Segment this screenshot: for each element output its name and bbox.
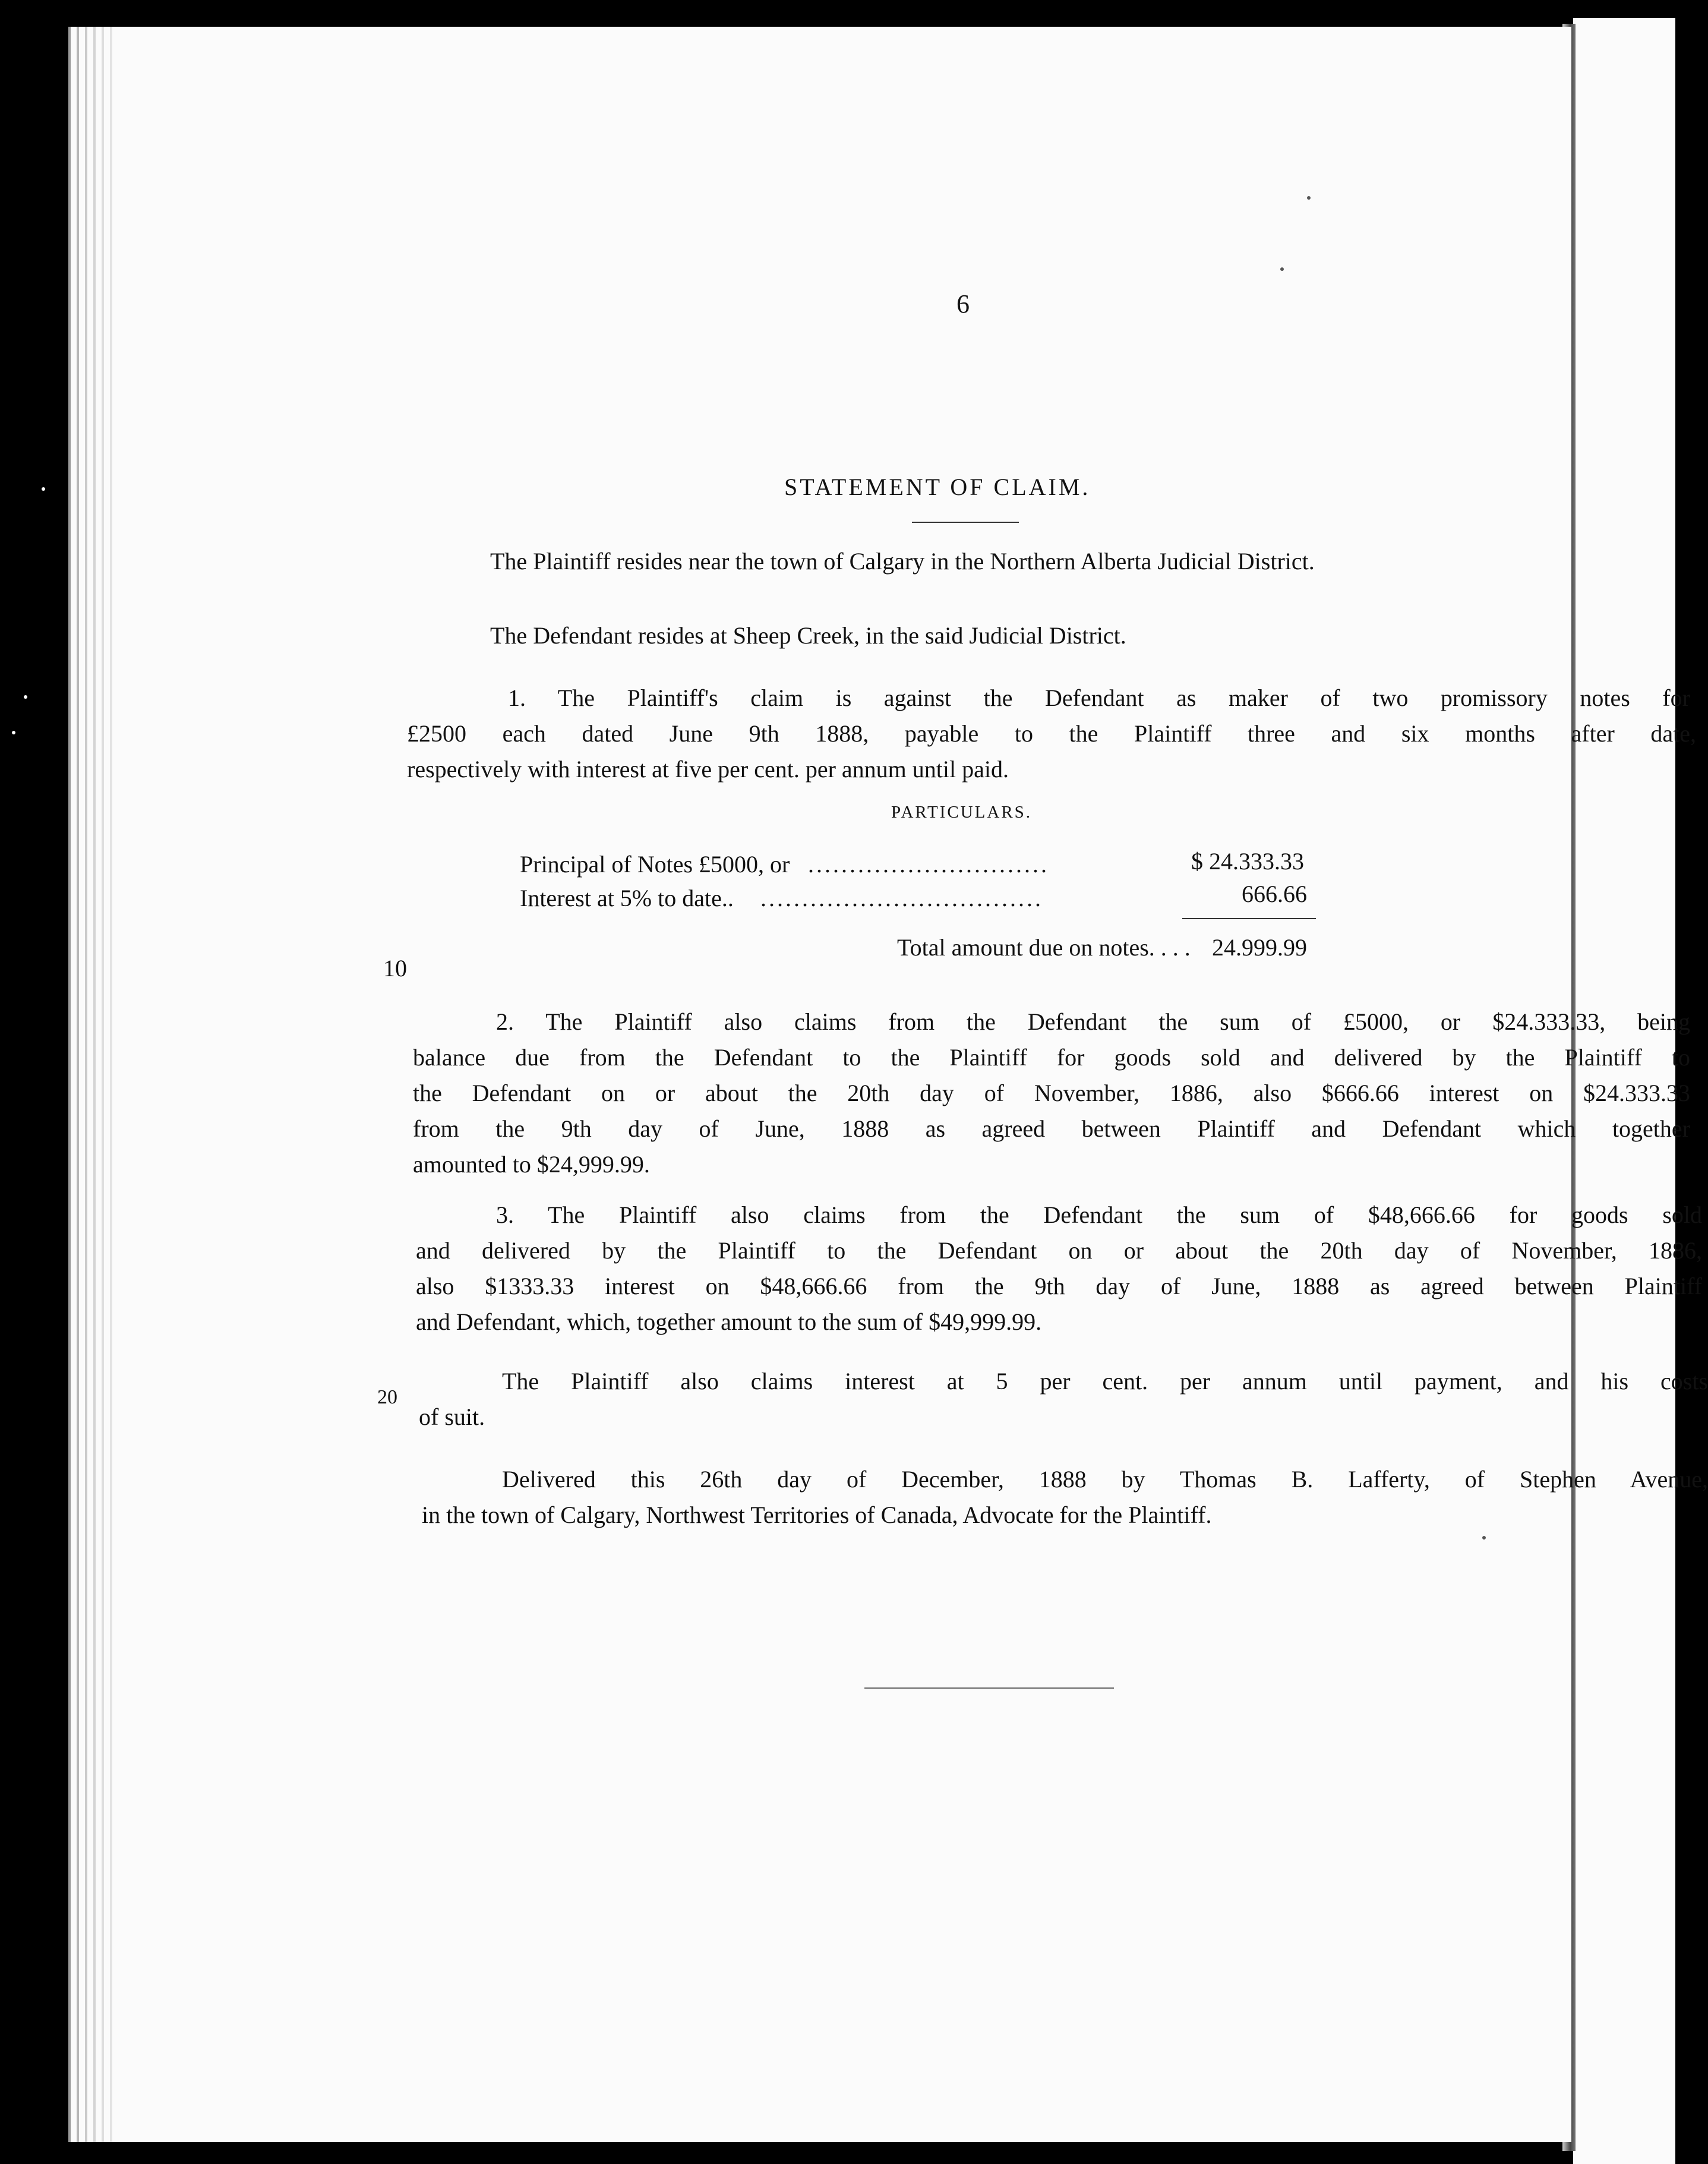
interest-label: Interest at 5% to date.. [520, 885, 734, 911]
heading-rule [912, 522, 1019, 523]
document-page [68, 27, 1708, 2142]
total-value: 24.999.99 [1212, 934, 1307, 961]
page-edge-line [85, 27, 87, 2142]
total-label: Total amount due on notes. . . . [897, 934, 1191, 961]
page-edge-line [77, 27, 79, 2142]
page-number: 6 [956, 289, 970, 318]
para3-line: and delivered by the Plaintiff to the Defendant on or about the 20th day of November, 1886, [416, 1237, 1702, 1264]
para3-line: also $1333.33 interest on $48,666.66 from the 9th day of June, 1888 as agreed between Plaintiff [416, 1273, 1702, 1299]
para2-line: from the 9th day of June, 1888 as agreed between Plaintiff and Defendant which together [413, 1115, 1690, 1142]
line-number-20: 20 [377, 1386, 397, 1408]
para2-line: amounted to $24,999.99. [413, 1151, 650, 1178]
particulars-heading: PARTICULARS. [891, 803, 1033, 822]
page-edge-line [93, 27, 96, 2142]
principal-value: $ 24.333.33 [1191, 848, 1304, 875]
leader-dots: ............................. [808, 851, 1049, 878]
plaintiff-residence: The Plaintiff resides near the town of Calgary in the Northern Alberta Judicial District. [490, 548, 1315, 575]
para4-line: The Plaintiff also claims interest at 5 per cent. per annum until payment, and his costs [502, 1368, 1708, 1395]
delivery-line: Delivered this 26th day of December, 1888 by Thomas B. Lafferty, of Stephen Avenue, [502, 1466, 1708, 1493]
page-edge-line [68, 27, 71, 2142]
scan-speck [1280, 267, 1284, 271]
para1-line: respectively with interest at five per cent. per annum until paid. [407, 756, 1009, 783]
para3-line: and Defendant, which, together amount to the sum of $49,999.99. [416, 1308, 1042, 1335]
scan-speck [42, 487, 45, 491]
para2-line: 2. The Plaintiff also claims from the Defendant the sum of £5000, or $24.333.33, being [496, 1008, 1690, 1035]
interest-value: 666.66 [1242, 881, 1307, 907]
para1-line: 1. The Plaintiff's claim is against the Defendant as maker of two promissory notes for [508, 684, 1690, 711]
delivery-line: in the town of Calgary, Northwest Territories of Canada, Advocate for the Plaintiff. [422, 1501, 1212, 1528]
section-heading: STATEMENT OF CLAIM. [784, 474, 1091, 500]
para3-line: 3. The Plaintiff also claims from the Defendant the sum of $48,666.66 for goods sold [496, 1201, 1702, 1228]
para4-line: of suit. [419, 1403, 485, 1430]
sum-rule [1182, 918, 1316, 919]
leader-dots: .................................. [760, 885, 1043, 911]
closing-rule [864, 1687, 1114, 1689]
para2-line: balance due from the Defendant to the Plaintiff for goods sold and delivered by the Plaintiff to [413, 1044, 1690, 1071]
para2-line: the Defendant on or about the 20th day of November, 1886, also $666.66 interest on $24.333.33 [413, 1080, 1690, 1106]
scan-speck [12, 731, 15, 734]
line-number-10: 10 [383, 955, 407, 982]
scan-speck [24, 695, 27, 699]
para1-line: £2500 each dated June 9th 1888, payable to the Plaintiff three and six months after date, [407, 720, 1696, 747]
defendant-residence: The Defendant resides at Sheep Creek, in the said Judicial District. [490, 622, 1126, 649]
principal-label: Principal of Notes £5000, or [520, 851, 790, 878]
page-edge-line [110, 27, 112, 2142]
page-edge-line [102, 27, 104, 2142]
scan-speck [1307, 196, 1311, 200]
scan-speck [1482, 1536, 1486, 1540]
